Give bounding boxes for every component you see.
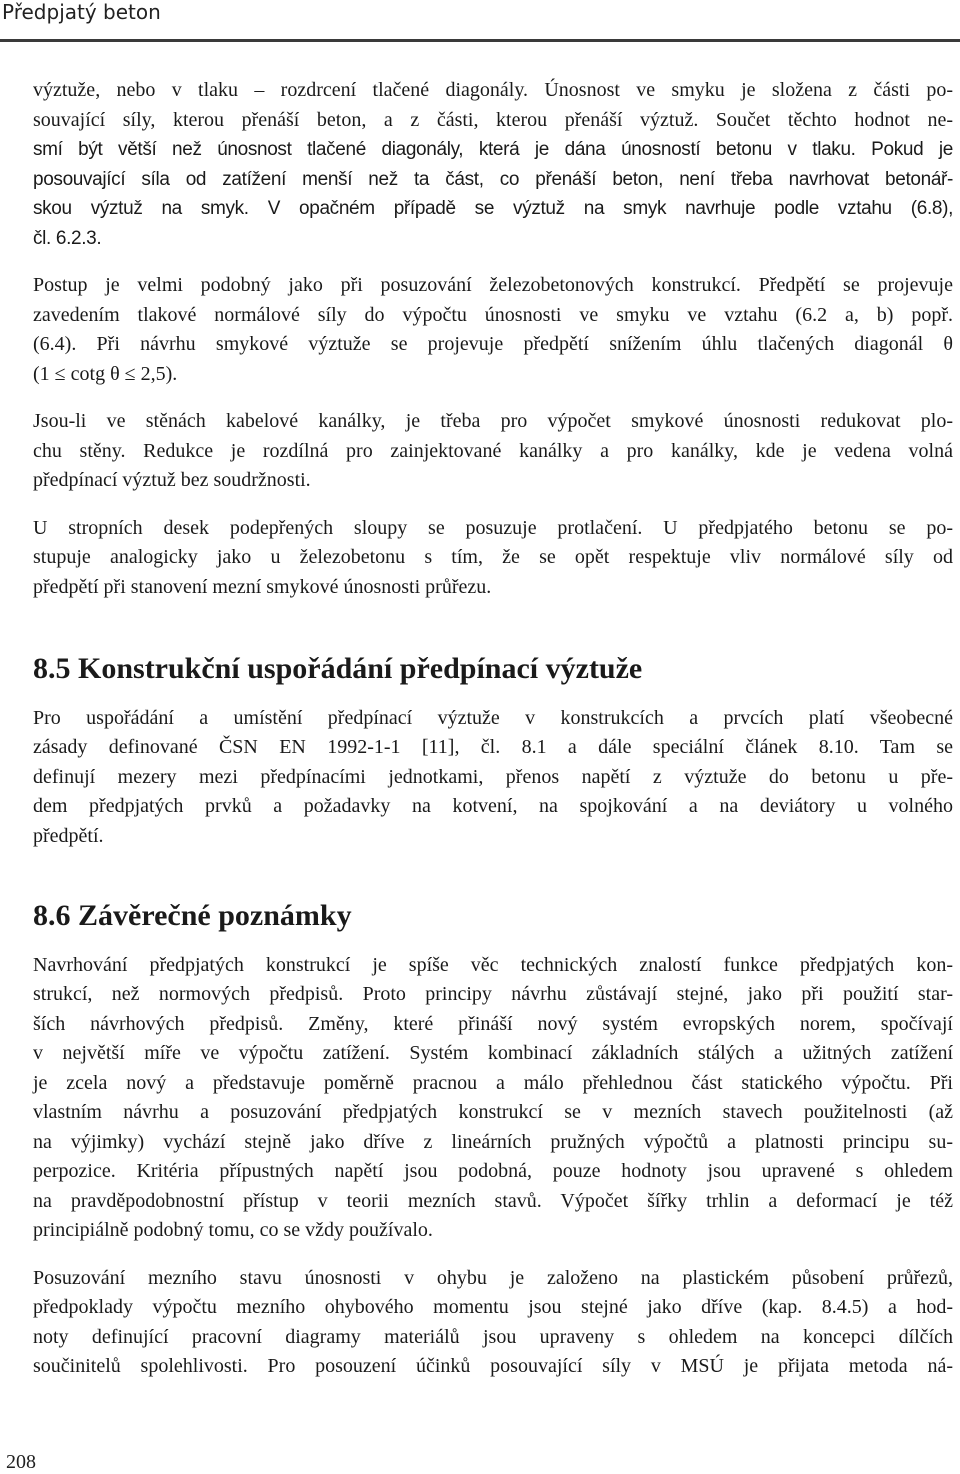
text-line: výztuže, nebo v tlaku – rozdrcení tlačené diagonály. Únosnost ve smyku je složena z části po- xyxy=(33,79,953,101)
text-line: vlastním návrhu a posuzování předpjatých konstrukcí se v mezních stavech použitelnosti (až xyxy=(33,1101,953,1123)
paragraph-cable-ducts xyxy=(33,407,953,496)
text-line: Posuzování mezního stavu únosnosti v ohybu je založeno na plastickém působení průřezů, xyxy=(33,1266,953,1289)
text-line: zavedením tlakové normálové síly do výpočtu únosnosti ve smyku ve vztahu (6.2 a, b) popř. xyxy=(33,303,953,326)
text-line: chu stěny. Redukce je rozdílná pro zainjektované kanálky a pro kanálky, kde je vedena volná xyxy=(33,439,953,462)
page-body xyxy=(33,76,953,1382)
text-line: je zcela nový a představuje poměrně pracnou a málo přehlednou část statického výpočtu. Při xyxy=(33,1071,953,1094)
text-line: předpínací výztuž bez soudržnosti. xyxy=(33,469,311,491)
text-line: Pro uspořádání a umístění předpínací výztuže v konstrukcích a prvcích platí všeobecné xyxy=(33,706,953,729)
text-line: předpětí při stanovení mezní smykové únosnosti průřezu. xyxy=(33,575,492,598)
text-line: smí být větší než únosnost tlačené diagonály, která je dána únosností betonu v tlaku. Pokud je xyxy=(33,139,953,160)
text-line: Postup je velmi podobný jako při posuzování železobetonových konstrukcí. Předpětí se projevuje xyxy=(33,274,953,296)
paragraph-shear-resistance xyxy=(33,76,953,253)
header-rule xyxy=(0,39,960,42)
text-line: noty definující pracovní diagramy materiálů jsou upraveny s ohledem na koncepci dílčích xyxy=(33,1325,953,1348)
text-line: součinitelů spolehlivosti. Pro posouzení účinků posouvající síly v MSÚ je přijata metoda ná- xyxy=(33,1355,953,1377)
text-line: Jsou-li ve stěnách kabelové kanálky, je třeba pro výpočet smykové únosnosti redukovat plo- xyxy=(33,410,953,432)
section-heading-8-5: 8.5 Konstrukční uspořádání předpínací výztuže xyxy=(33,652,643,685)
text-line: Navrhování předpjatých konstrukcí je spíše věc technických znalostí funkce předpjatých kon- xyxy=(33,953,953,976)
text-line: (1 ≤ cotg θ ≤ 2,5). xyxy=(33,362,178,385)
text-line: předpětí. xyxy=(33,824,104,847)
page-number: 208 xyxy=(6,1451,36,1473)
text-line: definují mezery mezi předpínacími jednotkami, přenos napětí z výztuže do betonu u pře- xyxy=(33,765,953,788)
text-line: posouvající síla od zatížení menší než ta část, co přenáší beton, není třeba navrhovat betonář- xyxy=(33,168,953,190)
text-line: čl. 6.2.3. xyxy=(33,227,102,249)
paragraph-tendon-arrangement xyxy=(33,704,953,852)
text-line: předpoklady výpočtu mezního ohybového momentu jsou stejné jako dříve (kap. 8.4.5) a hod- xyxy=(33,1296,953,1318)
text-line: dem předpjatých prvků a požadavky na kotvení, na spojkování a na deviátory u volného xyxy=(33,795,953,817)
text-line: na pravděpodobnostní přístup v teorii mezních stavů. Výpočet šířky trhlin a deformací je též xyxy=(33,1189,953,1212)
text-line: ších návrhových předpisů. Změny, které přináší nový systém evropských norem, spočívají xyxy=(33,1012,953,1035)
running-title: Předpjatý beton xyxy=(2,0,161,24)
text-line: (6.4). Při návrhu smykové výztuže se projevuje předpětí snížením úhlu tlačených diagonál θ xyxy=(33,333,953,355)
text-line: souvající síly, kterou přenáší beton, a z části, kterou přenáší výztuž. Součet těchto hodnot ne- xyxy=(33,108,953,131)
text-line: skou výztuž na smyk. V opačném případě se výztuž na smyk navrhuje podle vztahu (6.8), xyxy=(33,198,953,219)
text-line: U stropních desek podepřených sloupy se posuzuje protlačení. U předpjatého betonu se po- xyxy=(33,516,953,539)
text-line: v největší míře ve výpočtu zatížení. Systém kombinací základních stálých a užitných zatížení xyxy=(33,1042,953,1064)
paragraph-prestress-procedure xyxy=(33,271,953,389)
text-line: perpozice. Kritéria přípustných napětí jsou podobná, pouze hodnoty jsou upravené s ohledem xyxy=(33,1160,953,1182)
text-line: strukcí, než normových předpisů. Proto principy návrhu zůstávají stejné, jako při použití star- xyxy=(33,983,953,1005)
paragraph-ultimate-limit-state xyxy=(33,1264,953,1382)
text-line: zásady definované ČSN EN 1992-1-1 [11], čl. 8.1 a dále speciální článek 8.10. Tam se xyxy=(33,736,953,758)
paragraph-punching xyxy=(33,514,953,603)
text-line: stupuje analogicky jako u železobetonu s tím, že se opět respektuje vliv normálové síly od xyxy=(33,546,953,568)
paragraph-final-remarks xyxy=(33,951,953,1246)
text-line: principiálně podobný tomu, co se vždy používalo. xyxy=(33,1219,433,1241)
text-line: na výjimky) vychází stejně jako dříve z lineárních pružných výpočtů a platnosti principu su- xyxy=(33,1130,953,1153)
section-heading-8-6: 8.6 Závěrečné poznámky xyxy=(33,899,352,932)
